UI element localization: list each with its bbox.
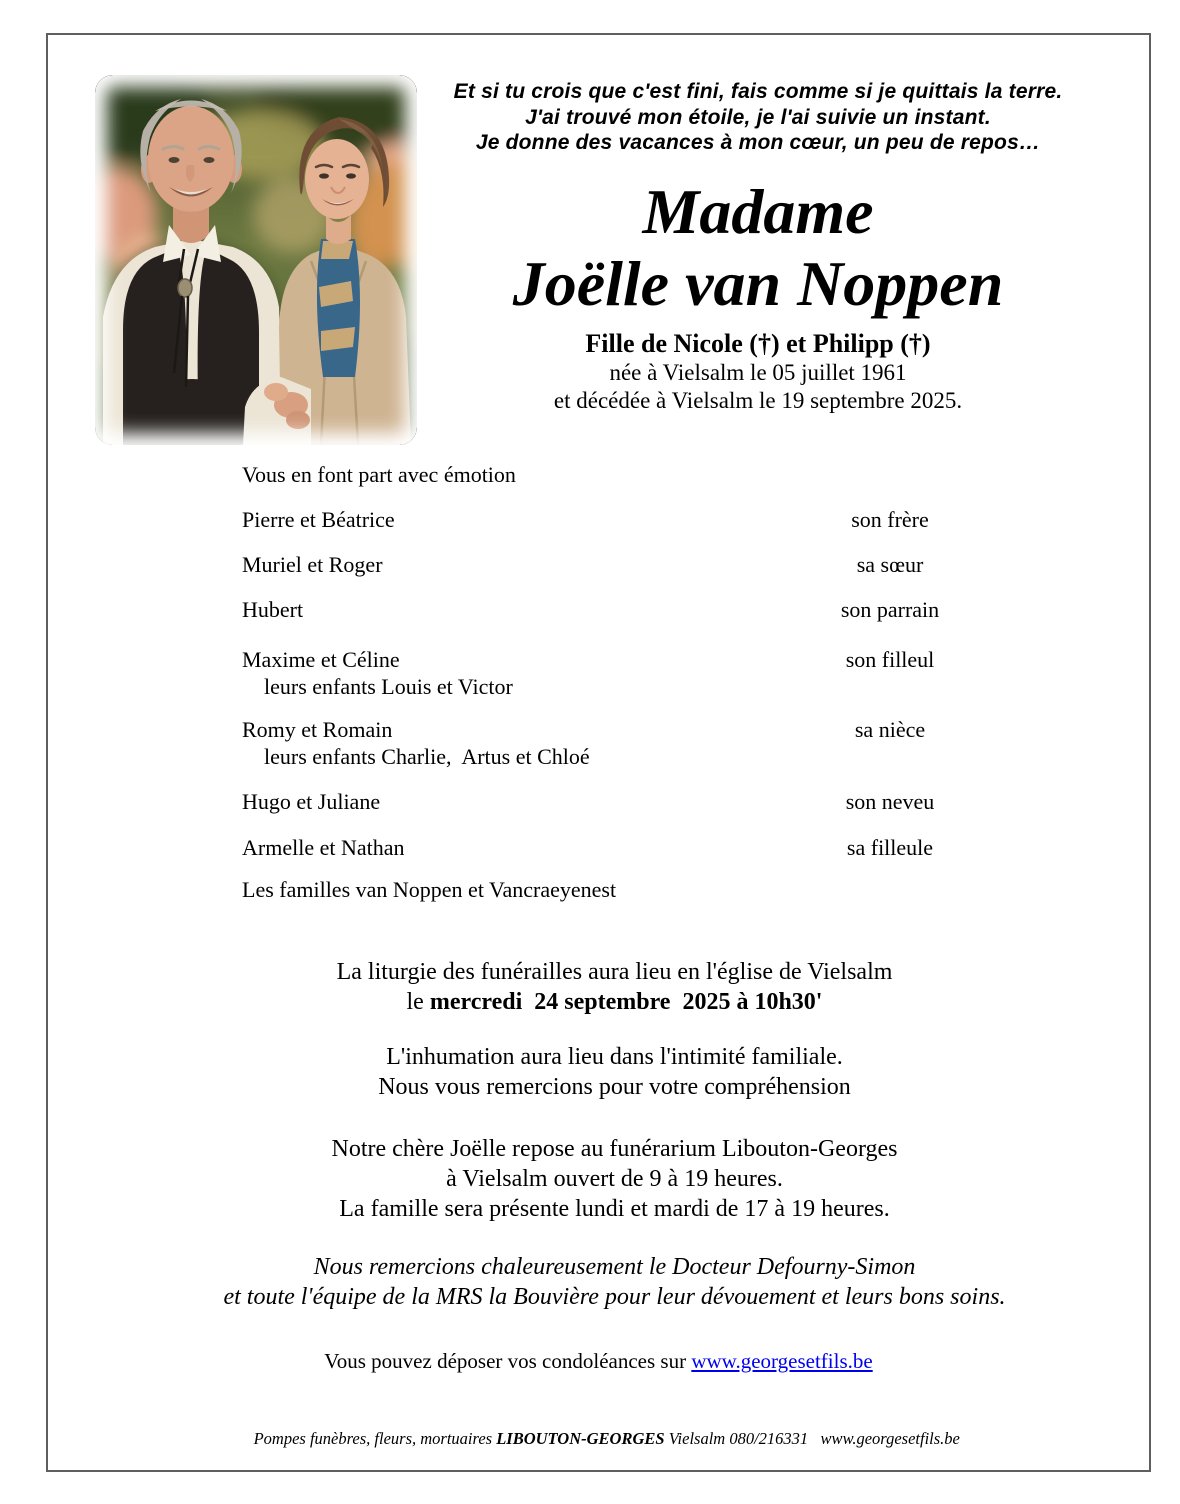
funeral-home-footer [48, 1409, 1149, 1469]
burial-paragraph [48, 1042, 1149, 1102]
family-row [48, 835, 1149, 861]
burial-line1: L'inhumation aura lieu dans l'intimité familiale. [386, 1044, 843, 1070]
quote-line: Je donne des vacances à mon cœur, un peu de repos… [475, 131, 1041, 154]
condolence-text: Vous pouvez déposer vos condoléances sur [324, 1349, 692, 1373]
family-relation: sa filleule [846, 835, 934, 860]
repose-line2: à Vielsalm ouvert de 9 à 19 heures. [446, 1166, 783, 1192]
families-line: Les familles van Noppen et Vancraeyenest [242, 877, 617, 902]
title-madame: Madame [642, 175, 874, 247]
ceremony-paragraph [48, 957, 1149, 1017]
couple-photo-illustration [95, 75, 417, 445]
header-column [402, 79, 1114, 415]
family-row [48, 789, 1149, 815]
family-names: Hugo et Juliane [242, 789, 381, 814]
thanks-paragraph [48, 1252, 1149, 1312]
family-row [48, 717, 1149, 743]
family-relation: sa sœur [856, 552, 924, 577]
family-row [48, 507, 1149, 533]
repose-paragraph [48, 1134, 1149, 1224]
quote-line: Et si tu crois que c'est fini, fais comme si je quittais la terre. [453, 80, 1063, 103]
condolence-website-link[interactable]: www.georgesetfils.be [691, 1349, 873, 1373]
ceremony-line1: La liturgie des funérailles aura lieu en l'église de Vielsalm [336, 959, 893, 985]
memorial-quote [402, 79, 1114, 156]
card-frame [46, 33, 1151, 1472]
burial-line2: Nous vous remercions pour votre compréhension [378, 1074, 851, 1100]
family-row [48, 597, 1149, 623]
repose-line3: La famille sera présente lundi et mardi de 17 à 19 heures. [339, 1196, 890, 1222]
family-relation: son parrain [840, 597, 940, 622]
deceased-name: Joëlle van Noppen [512, 247, 1004, 319]
family-children-line: leurs enfants Charlie, Artus et Chloé [264, 744, 590, 769]
ceremony-line2-prefix: le [406, 989, 430, 1015]
thanks-line1: Nous remercions chaleureusement le Docteur Defourny-Simon [313, 1254, 916, 1280]
birth-line: née à Vielsalm le 05 juillet 1961 [609, 359, 907, 385]
announcement-intro: Vous en font part avec émotion [242, 462, 516, 487]
family-names: Pierre et Béatrice [242, 507, 395, 532]
ceremony-date-bold: mercredi 24 septembre 2025 à 10h30' [429, 989, 823, 1015]
family-names: Muriel et Roger [242, 552, 383, 577]
quote-line: J'ai trouvé mon étoile, je l'ai suivie un instant. [525, 105, 991, 129]
family-names: Romy et Romain [242, 717, 393, 742]
family-relation: son frère [851, 507, 929, 532]
family-relation: son filleul [845, 647, 935, 672]
family-relation: son neveu [845, 789, 935, 814]
footer-prefix: Pompes funèbres, fleurs, mortuaires [253, 1429, 497, 1448]
repose-line1: Notre chère Joëlle repose au funérarium Libouton-Georges [331, 1136, 898, 1162]
footer-brand: LIBOUTON-GEORGES [496, 1429, 665, 1448]
thanks-line2: et toute l'équipe de la MRS la Bouvière pour leur dévouement et leurs bons soins. [223, 1284, 1006, 1310]
family-names: Hubert [242, 597, 304, 622]
filiation-line: Fille de Nicole (†) et Philipp (†) [585, 328, 931, 358]
family-relation: sa nièce [854, 717, 926, 742]
family-names: Maxime et Céline [242, 647, 400, 672]
death-line: et décédée à Vielsalm le 19 septembre 2025. [553, 387, 963, 413]
footer-suffix: Vielsalm 080/216331 www.georgesetfils.be [664, 1429, 960, 1448]
family-row [48, 552, 1149, 578]
family-children-line: leurs enfants Louis et Victor [264, 674, 513, 699]
condolence-line [48, 1348, 1149, 1374]
family-row [48, 647, 1149, 673]
deceased-photo [95, 75, 417, 445]
family-names: Armelle et Nathan [242, 835, 405, 860]
